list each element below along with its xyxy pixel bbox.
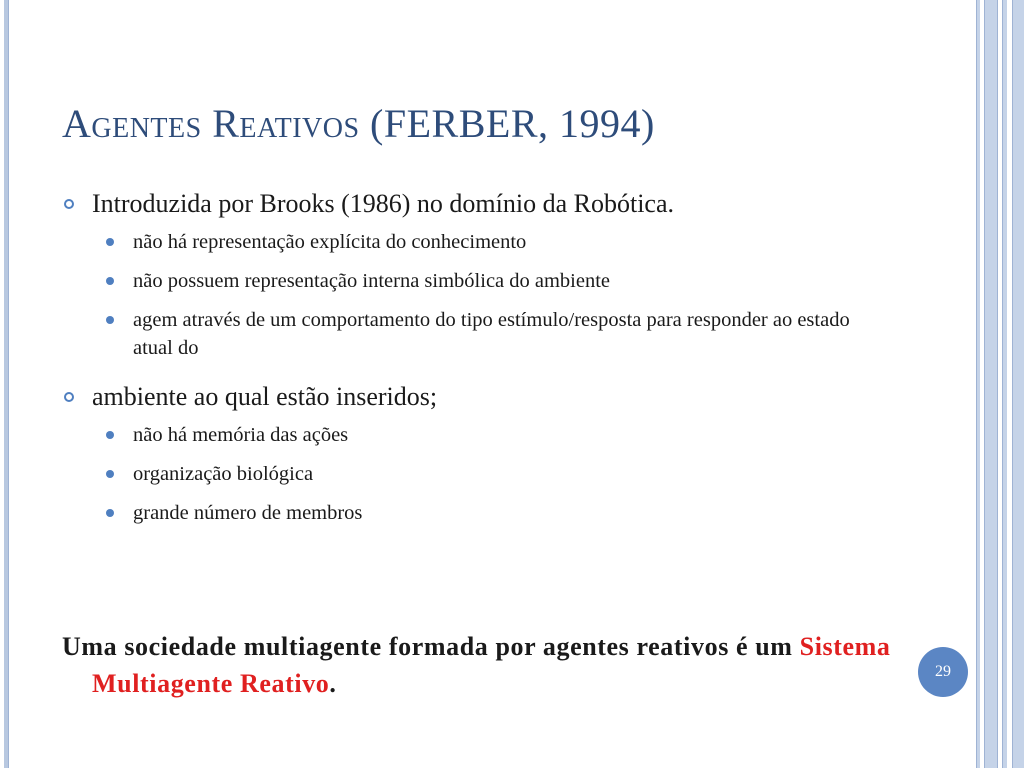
hollow-bullet-icon: [64, 199, 74, 209]
bullet-text: ambiente ao qual estão inseridos;: [92, 382, 438, 411]
sub-bullet-item: [62, 421, 892, 449]
sub-bullet-item: [62, 267, 892, 295]
sub-bullet-item: [62, 306, 892, 362]
right-frame-stripes: [976, 0, 1024, 768]
sub-bullet-text: organização biológica: [133, 463, 314, 485]
sub-bullet-text: não há representação explícita do conhecimento: [133, 231, 527, 253]
bullet-text: Introduzida por Brooks (1986) no domínio da Robótica.: [92, 189, 675, 218]
sub-bullet-text: não há memória das ações: [133, 424, 349, 446]
bullet-item: [62, 186, 892, 222]
sub-bullet-item: [62, 499, 892, 527]
conclusion-prefix: Uma sociedade multiagente formada por agentes reativos é um: [62, 632, 800, 661]
frame-stripe: [984, 0, 998, 768]
sub-bullet-text: agem através de um comportamento do tipo estímulo/resposta para responder ao estado atual do: [133, 309, 850, 359]
frame-stripe: [1002, 0, 1007, 768]
dot-bullet-icon: [106, 509, 114, 517]
bullet-item: [62, 379, 892, 415]
left-frame-stripe: [4, 0, 9, 768]
sub-bullet-item: [62, 228, 892, 256]
dot-bullet-icon: [106, 431, 114, 439]
sub-bullet-text: grande número de membros: [133, 502, 363, 524]
dot-bullet-icon: [106, 277, 114, 285]
sub-bullet-text: não possuem representação interna simbólica do ambiente: [133, 270, 611, 292]
slide-title: Agentes Reativos (FERBER, 1994): [62, 101, 655, 146]
conclusion-text: [62, 628, 912, 702]
dot-bullet-icon: [106, 316, 114, 324]
conclusion-highlight: Sistema Multiagente Reativo: [92, 632, 891, 698]
dot-bullet-icon: [106, 238, 114, 246]
conclusion-suffix: .: [329, 669, 337, 698]
hollow-bullet-icon: [64, 392, 74, 402]
frame-stripe: [1012, 0, 1024, 768]
page-number-badge: 29: [918, 647, 968, 697]
sub-bullet-item: [62, 460, 892, 488]
dot-bullet-icon: [106, 470, 114, 478]
frame-stripe: [976, 0, 980, 768]
slide-body: [62, 186, 892, 538]
